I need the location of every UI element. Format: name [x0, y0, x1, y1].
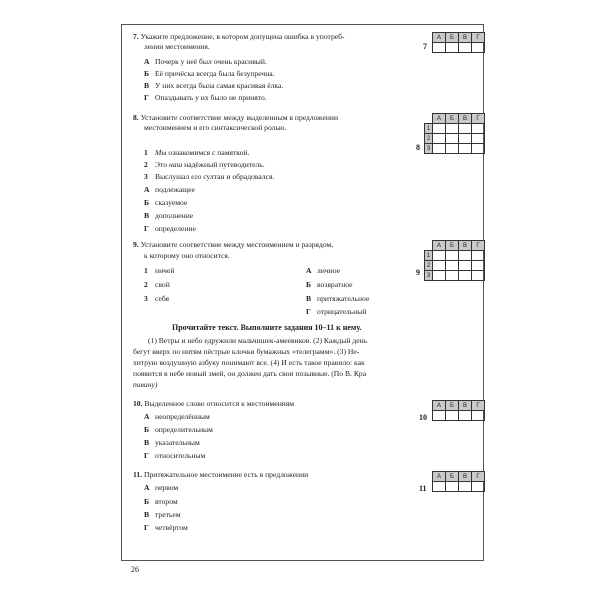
answer-cell[interactable] [472, 251, 485, 261]
q10-text [133, 399, 294, 408]
answer-cell[interactable] [446, 134, 459, 144]
grid-header: А [433, 33, 446, 43]
q8-prompt: Установите соответствие между выделенным в предложении [140, 113, 339, 122]
answer-cell[interactable] [459, 261, 472, 271]
grid-header: В [459, 33, 472, 43]
q9-option-d: Г отрицательный [306, 307, 367, 316]
q10-box-number: 10 [419, 413, 427, 422]
grid-header: В [459, 472, 472, 482]
grid-header: А [433, 114, 446, 124]
q11-number: 11. [133, 470, 143, 479]
q10-option-c: В указательным [144, 438, 200, 447]
q7-option-d: Г Опаздывать у их было не принято. [144, 93, 267, 102]
answer-cell[interactable] [433, 482, 446, 492]
q11-option-a: А первом [144, 483, 179, 492]
answer-cell[interactable] [472, 144, 485, 154]
q8-box-number: 8 [416, 143, 420, 152]
q11-option-d: Г четвёртом [144, 523, 188, 532]
grid-row-label: 1 [425, 124, 433, 134]
answer-cell[interactable] [459, 43, 472, 53]
q7-option-c: В У них всегда была самая красивая ёлка. [144, 81, 284, 90]
grid-header: Г [472, 472, 485, 482]
grid-header: Б [446, 241, 459, 251]
q11-box-number: 11 [419, 484, 427, 493]
answer-cell[interactable] [459, 482, 472, 492]
q9-answer-grid [424, 240, 485, 281]
q10-prompt: Выделенное слово относится к местоимениям [144, 399, 295, 408]
q8-option-b: Б сказуемое [144, 198, 188, 207]
answer-cell[interactable] [459, 411, 472, 421]
grid-header: Б [446, 114, 459, 124]
q9-text-line2: к которому оно относится. [144, 251, 230, 260]
answer-cell[interactable] [433, 261, 446, 271]
q7-prompt: Укажите предложение, в котором допущена ошибка в употреб- [140, 32, 345, 41]
answer-cell[interactable] [472, 261, 485, 271]
answer-cell[interactable] [472, 134, 485, 144]
q8-text-line2: местоимением и его синтаксической ролью. [144, 123, 287, 132]
answer-cell[interactable] [446, 261, 459, 271]
grid-row-label: 3 [425, 144, 433, 154]
q7-text-line1 [133, 32, 345, 41]
grid-header: Г [472, 401, 485, 411]
answer-cell[interactable] [472, 411, 485, 421]
answer-cell[interactable] [433, 124, 446, 134]
grid-header: В [459, 114, 472, 124]
q11-option-c: В третьем [144, 510, 181, 519]
q9-option-a: А личное [306, 266, 340, 275]
q8-item-1: 1 Мы ознакомимся с памяткой. [144, 148, 250, 157]
q8-number: 8. [133, 113, 139, 122]
answer-cell[interactable] [446, 43, 459, 53]
q8-text-line1 [133, 113, 338, 122]
q7-text-line2: лении местоимения. [144, 42, 210, 51]
q11-prompt: Притяжательное местоимение есть в предложении [143, 470, 309, 479]
q8-item-3: 3 Выслушал его султан и обрадовался. [144, 172, 275, 181]
answer-cell[interactable] [433, 271, 446, 281]
passage-line: хитрую воздушную азбуку понимают все. (4) И есть такое правило: как [133, 358, 365, 367]
q9-option-b: Б возвратное [306, 280, 353, 289]
grid-header: Г [472, 114, 485, 124]
answer-cell[interactable] [459, 251, 472, 261]
answer-cell[interactable] [472, 271, 485, 281]
q8-option-d: Г определение [144, 224, 196, 233]
grid-header: Б [446, 401, 459, 411]
q9-option-c: В притяжательное [306, 294, 370, 303]
q7-option-a: А Почерк у неё был очень красивый. [144, 57, 267, 66]
answer-cell[interactable] [459, 124, 472, 134]
grid-header: А [433, 472, 446, 482]
answer-cell[interactable] [446, 482, 459, 492]
q7-number: 7. [133, 32, 139, 41]
grid-header: В [459, 401, 472, 411]
grid-header: Б [446, 472, 459, 482]
passage-line: пивину) [133, 380, 158, 389]
q7-answer-grid [432, 32, 485, 53]
q9-item-3: 3 себя [144, 294, 170, 303]
grid-row-label: 2 [425, 134, 433, 144]
answer-cell[interactable] [446, 144, 459, 154]
answer-cell[interactable] [459, 144, 472, 154]
q9-prompt: Установите соответствие между местоимением и разрядом, [140, 240, 334, 249]
grid-row-label: 2 [425, 261, 433, 271]
page-number: 26 [131, 565, 139, 574]
answer-cell[interactable] [433, 251, 446, 261]
answer-cell[interactable] [472, 482, 485, 492]
answer-cell[interactable] [459, 271, 472, 281]
q11-option-b: Б втором [144, 497, 178, 506]
passage-line: бегут вверх по нитям пёстрые клочки бумажных «телеграмм». (3) Не- [133, 347, 360, 356]
q10-option-a: А неопределённым [144, 412, 210, 421]
answer-cell[interactable] [446, 251, 459, 261]
q9-item-1: 1 ничей [144, 266, 175, 275]
q9-item-2: 2 свой [144, 280, 170, 289]
answer-cell[interactable] [472, 43, 485, 53]
q9-text-line1 [133, 240, 333, 249]
q8-option-c: В дополнение [144, 211, 194, 220]
grid-header: Г [472, 33, 485, 43]
answer-cell[interactable] [459, 134, 472, 144]
passage-heading: Прочитайте текст. Выполните задания 10–11 к нему. [172, 323, 362, 332]
q8-answer-grid [424, 113, 485, 154]
grid-row-label: 1 [425, 251, 433, 261]
answer-cell[interactable] [433, 144, 446, 154]
answer-cell[interactable] [433, 43, 446, 53]
q8-option-a: А подлежащее [144, 185, 195, 194]
q9-number: 9. [133, 240, 139, 249]
grid-header: А [433, 241, 446, 251]
q10-answer-grid [432, 400, 485, 421]
answer-cell[interactable] [446, 271, 459, 281]
answer-cell[interactable] [446, 411, 459, 421]
q9-box-number: 9 [416, 268, 420, 277]
passage-line: (1) Ветры и небо едружили мальчишек-амеевиков. (2) Каждый день [148, 336, 368, 345]
answer-cell[interactable] [446, 124, 459, 134]
q11-answer-grid [432, 471, 485, 492]
answer-cell[interactable] [472, 124, 485, 134]
q8-item-2: 2 Это наш надёжный путеводитель. [144, 160, 265, 169]
answer-cell[interactable] [433, 134, 446, 144]
grid-header: А [433, 401, 446, 411]
q11-text [133, 470, 308, 479]
answer-cell[interactable] [433, 411, 446, 421]
q10-option-d: Г относительным [144, 451, 206, 460]
grid-header: В [459, 241, 472, 251]
q7-box-number: 7 [423, 42, 427, 51]
grid-header: Г [472, 241, 485, 251]
passage-line: появится в небе новый змей, он должен дать свои позывные. (По В. Кра [133, 369, 367, 378]
worksheet-page [121, 24, 484, 561]
q7-option-b: Б Её причёска всегда была безупречна. [144, 69, 275, 78]
q10-option-b: Б определительным [144, 425, 213, 434]
q10-number: 10. [133, 399, 143, 408]
grid-header: Б [446, 33, 459, 43]
grid-row-label: 3 [425, 271, 433, 281]
